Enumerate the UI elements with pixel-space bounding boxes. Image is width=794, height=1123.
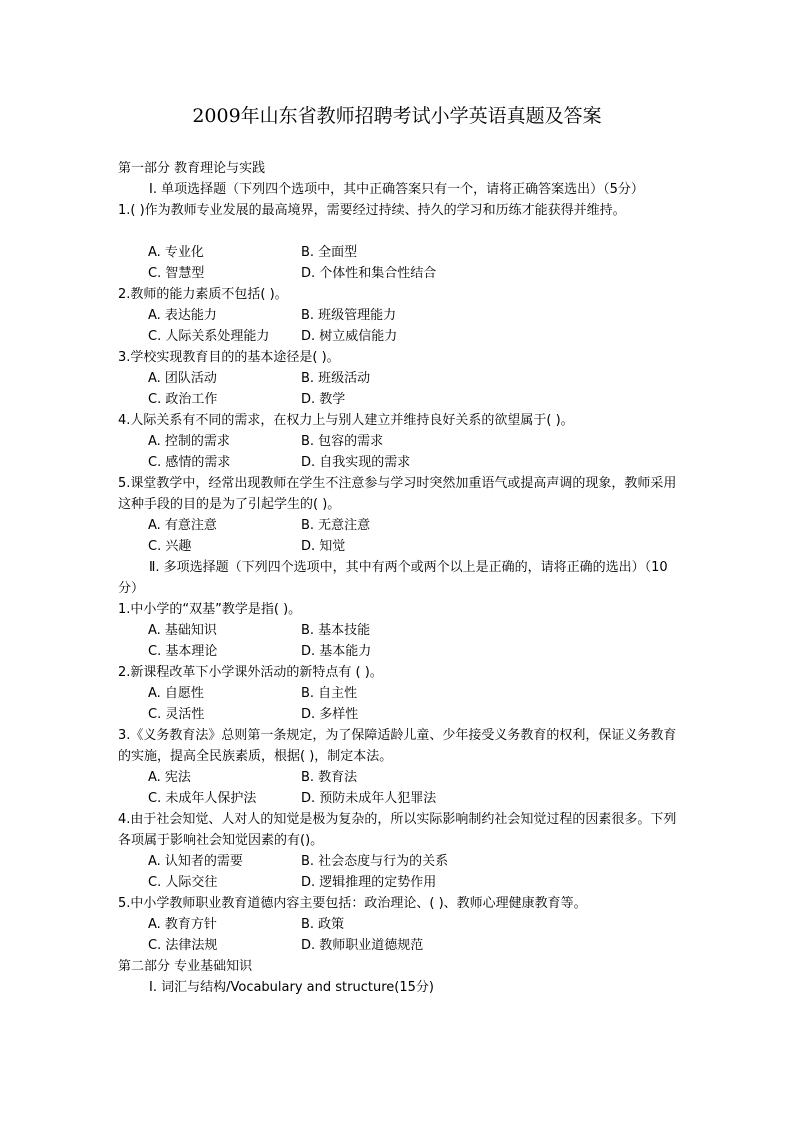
options-row: [118, 431, 686, 452]
part2-heading: 第二部分 专业基础知识: [118, 959, 253, 974]
part1-section2-heading: Ⅱ. 多项选择题（下列四个选项中，其中有两个或两个以上是正确的，请将正确的选出）（10分）: [118, 560, 668, 596]
options-row: [118, 389, 686, 410]
options-row: [118, 641, 686, 662]
option-b: B. 自主性: [301, 686, 358, 701]
part2-section1-heading: Ⅰ. 词汇与结构/Vocabulary and structure(15分): [149, 980, 434, 995]
option-c: C. 兴趣: [148, 539, 192, 554]
part1-heading: 第一部分 教育理论与实践: [118, 161, 266, 176]
options-row: [118, 704, 686, 725]
option-c: C. 未成年人保护法: [148, 791, 257, 806]
options-row: [118, 767, 686, 788]
option-b: B. 班级管理能力: [301, 308, 397, 323]
option-a: A. 宪法: [148, 770, 191, 785]
option-c: C. 感情的需求: [148, 455, 231, 470]
spacer: [118, 221, 686, 242]
option-d: D. 教师职业道德规范: [301, 938, 424, 953]
question-s2-3: 3.《义务教育法》总则第一条规定，为了保障适龄儿童、少年接受义务教育的权利，保证义务教育的实施，提高全民族素质，根据( )，制定本法。: [118, 728, 677, 764]
options-row: [118, 935, 686, 956]
option-c: C. 人际交往: [148, 875, 218, 890]
option-d: D. 多样性: [301, 707, 359, 722]
option-b: B. 政策: [301, 917, 345, 932]
question-s2-1: 1.中小学的“双基”教学是指( )。: [118, 602, 302, 617]
question-s1-5: 5.课堂教学中，经常出现教师在学生不注意参与学习时突然加重语气或提高声调的现象，教师采用这种手段的目的是为了引起学生的( )。: [118, 476, 677, 512]
option-b: B. 社会态度与行为的关系: [301, 854, 449, 869]
option-c: C. 基本理论: [148, 644, 218, 659]
option-c: C. 政治工作: [148, 392, 218, 407]
option-c: C. 法律法规: [148, 938, 218, 953]
options-row: [118, 788, 686, 809]
option-d: D. 自我实现的需求: [301, 455, 411, 470]
option-d: D. 树立威信能力: [301, 329, 398, 344]
options-row: [118, 683, 686, 704]
option-d: D. 逻辑推理的定势作用: [301, 875, 437, 890]
option-a: A. 自愿性: [148, 686, 204, 701]
options-row: [118, 851, 686, 872]
options-row: [118, 620, 686, 641]
question-s1-2: 2.教师的能力素质不包括( )。: [118, 287, 288, 302]
option-b: B. 班级活动: [301, 371, 371, 386]
question-s2-5: 5.中小学教师职业教育道德内容主要包括：政治理论、( )、教师心理健康教育等。: [118, 896, 587, 911]
options-row: [118, 263, 686, 284]
question-s2-2: 2.新课程改革下小学课外活动的新特点有 ( )。: [118, 665, 383, 680]
option-b: B. 包容的需求: [301, 434, 384, 449]
question-s1-3: 3.学校实现教育目的的基本途径是( )。: [118, 350, 340, 365]
options-row: [118, 452, 686, 473]
option-b: B. 全面型: [301, 245, 358, 260]
option-a: A. 表达能力: [148, 308, 217, 323]
option-a: A. 团队活动: [148, 371, 217, 386]
option-c: C. 人际关系处理能力: [148, 329, 270, 344]
exam-body: [118, 158, 686, 998]
option-a: A. 控制的需求: [148, 434, 230, 449]
option-c: C. 智慧型: [148, 266, 205, 281]
option-d: D. 预防未成年人犯罪法: [301, 791, 437, 806]
options-row: [118, 305, 686, 326]
options-row: [118, 326, 686, 347]
option-a: A. 有意注意: [148, 518, 217, 533]
option-a: A. 认知者的需要: [148, 854, 243, 869]
option-c: C. 灵活性: [148, 707, 205, 722]
option-d: D. 基本能力: [301, 644, 372, 659]
page-title: 2009年山东省教师招聘考试小学英语真题及答案: [192, 105, 602, 127]
option-d: D. 个体性和集合性结合: [301, 266, 437, 281]
options-row: [118, 515, 686, 536]
question-s1-1: 1.( )作为教师专业发展的最高境界，需要经过持续、持久的学习和历练才能获得并维持。: [118, 203, 626, 218]
option-d: D. 教学: [301, 392, 346, 407]
option-a: A. 教育方针: [148, 917, 217, 932]
options-row: [118, 914, 686, 935]
option-b: B. 基本技能: [301, 623, 371, 638]
options-row: [118, 872, 686, 893]
part1-section1-heading: Ⅰ. 单项选择题（下列四个选项中，其中正确答案只有一个，请将正确答案选出）（5分）: [149, 182, 644, 197]
question-s1-4: 4.人际关系有不同的需求，在权力上与别人建立并维持良好关系的欲望属于( )。: [118, 413, 574, 428]
options-row: [118, 242, 686, 263]
options-row: [118, 368, 686, 389]
option-d: D. 知觉: [301, 539, 346, 554]
option-b: B. 无意注意: [301, 518, 371, 533]
options-row: [118, 536, 686, 557]
option-a: A. 专业化: [148, 245, 204, 260]
question-s2-4: 4.由于社会知觉、人对人的知觉是极为复杂的，所以实际影响制约社会知觉过程的因素很多。下列各项属于影响社会知觉因素的有()。: [118, 812, 677, 848]
option-b: B. 教育法: [301, 770, 358, 785]
option-a: A. 基础知识: [148, 623, 217, 638]
